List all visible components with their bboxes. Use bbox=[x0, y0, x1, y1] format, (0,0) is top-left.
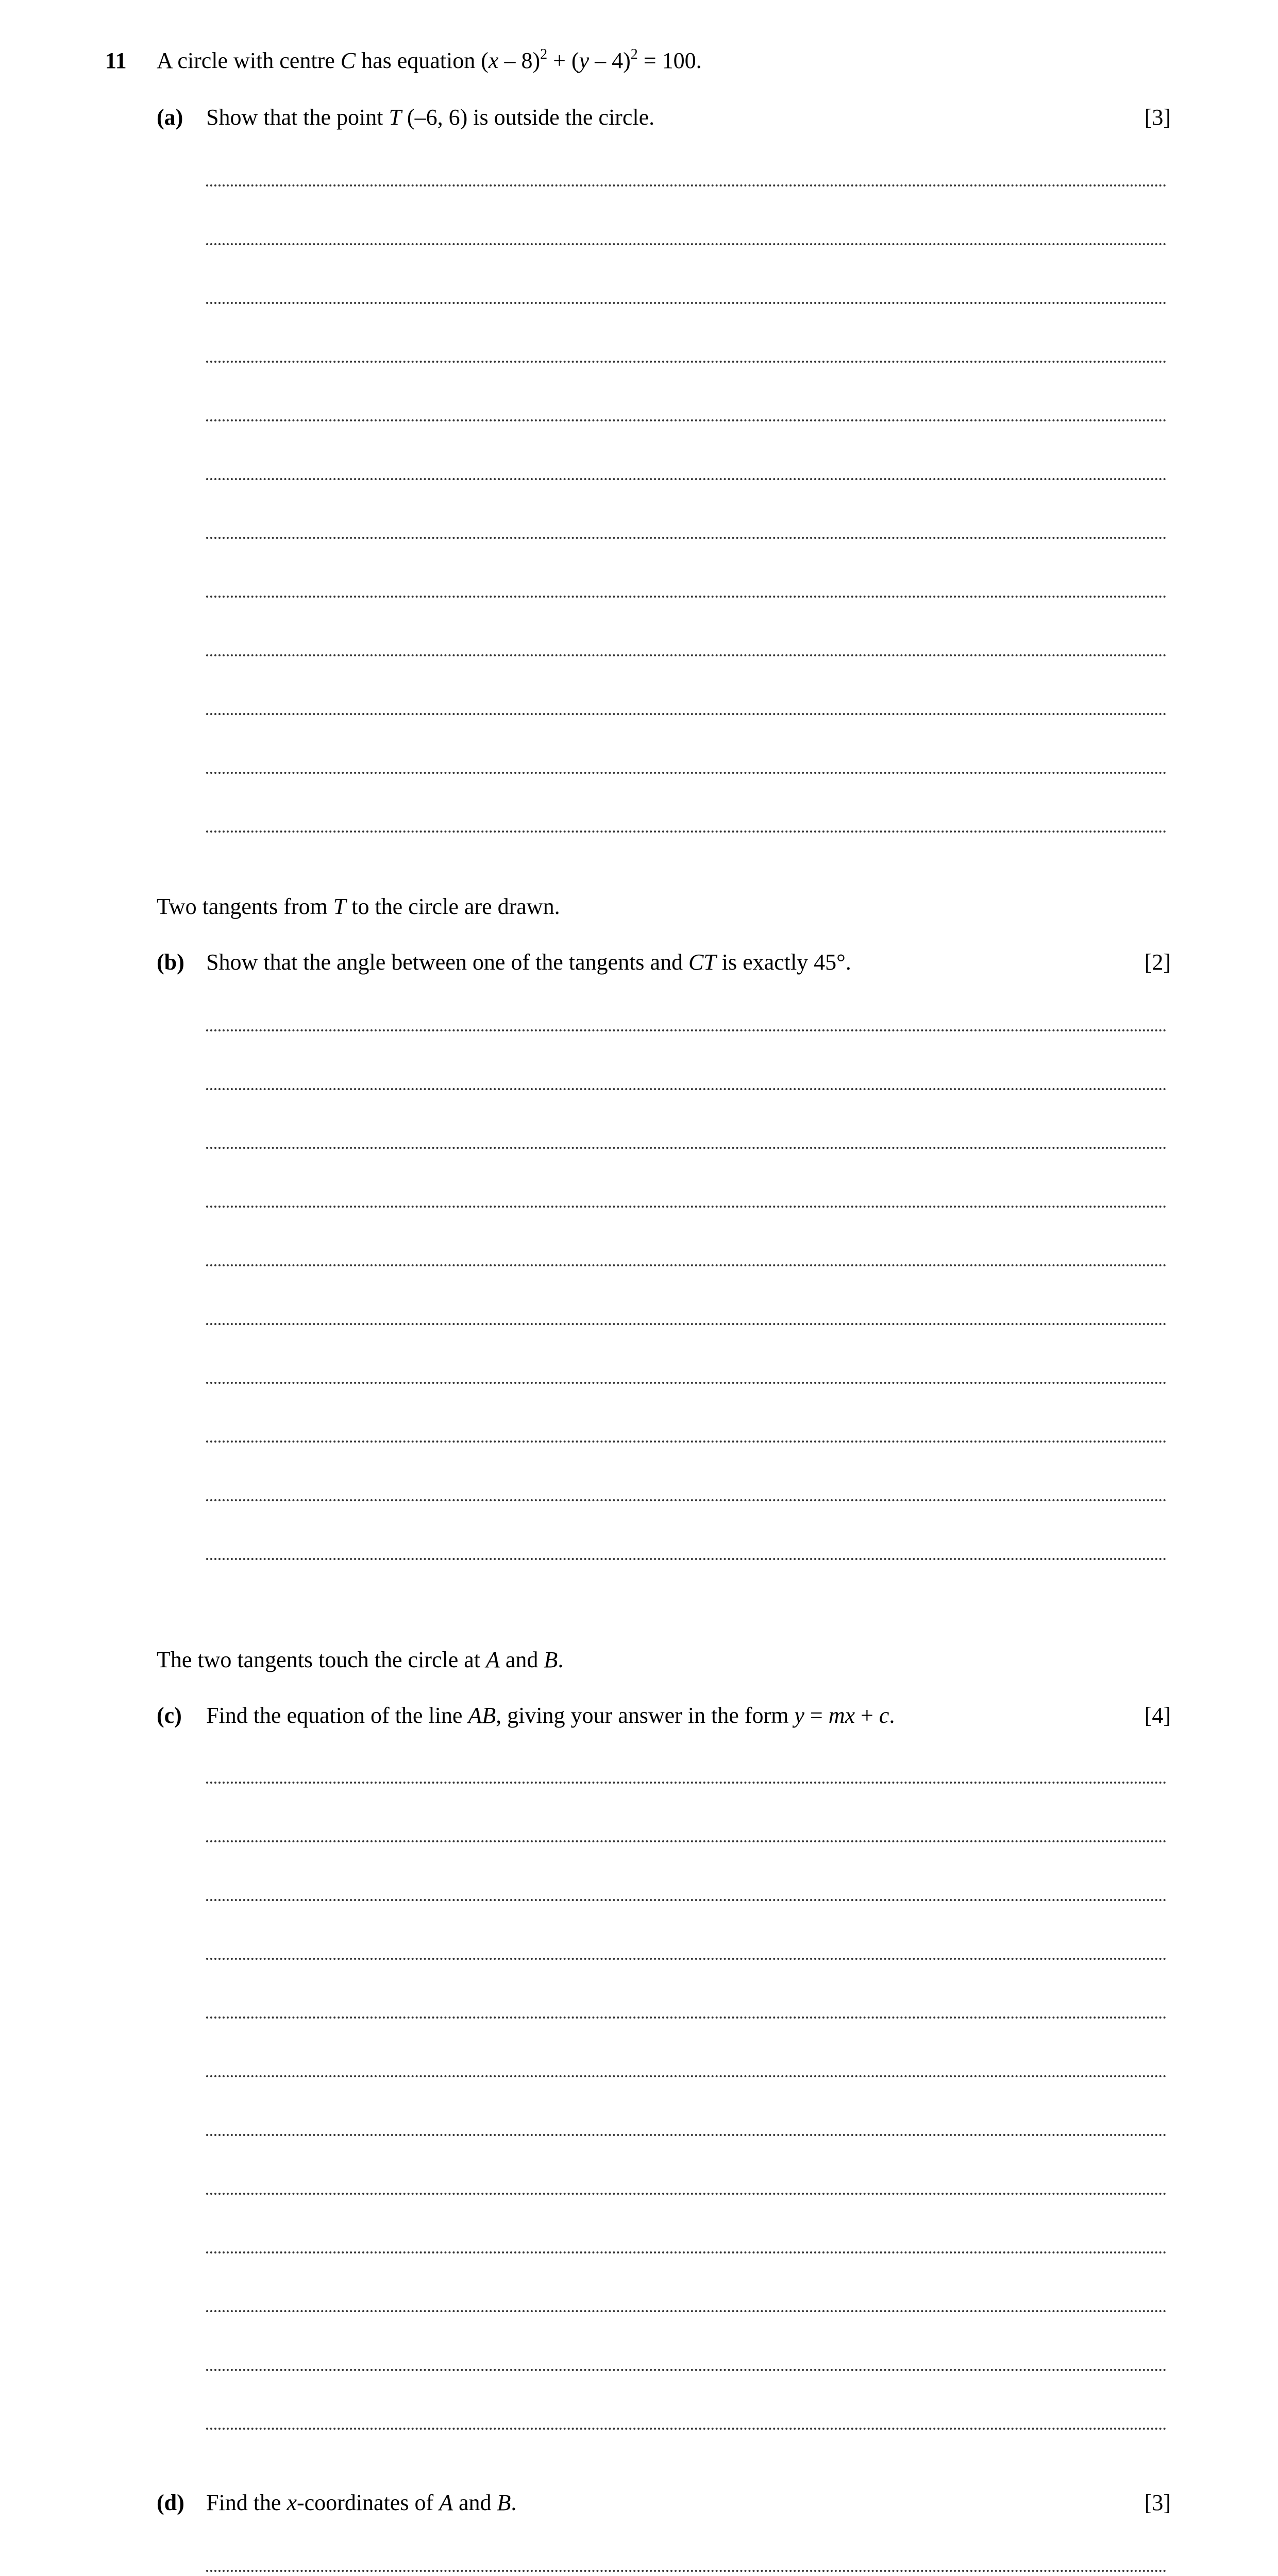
part-c-label: (c) bbox=[157, 1703, 182, 1728]
part-c-intro bbox=[157, 1649, 563, 1671]
part-d-marks: [3] bbox=[1144, 2490, 1171, 2515]
question-number: 11 bbox=[105, 48, 127, 73]
answer-line[interactable] bbox=[206, 1899, 1167, 1901]
prompt-var: x bbox=[287, 2490, 297, 2515]
stem-var-y: y bbox=[579, 48, 590, 73]
prompt-var: T bbox=[389, 105, 401, 130]
prompt-text: is exactly 45°. bbox=[716, 950, 851, 975]
prompt-text: (–6, 6) is outside the circle. bbox=[401, 105, 655, 130]
prompt-text: . bbox=[511, 2490, 517, 2515]
prompt-text: . bbox=[889, 1703, 895, 1728]
answer-line[interactable] bbox=[206, 1088, 1167, 1090]
prompt-text: Find the bbox=[206, 2490, 287, 2515]
stem-text: + ( bbox=[547, 48, 579, 73]
stem-var-x: x bbox=[488, 48, 499, 73]
prompt-text: -coordinates of bbox=[296, 2490, 440, 2515]
answer-line[interactable] bbox=[206, 1840, 1167, 1842]
answer-line[interactable] bbox=[206, 1782, 1167, 1784]
part-b-label: (b) bbox=[157, 950, 184, 975]
prompt-var: c bbox=[879, 1703, 889, 1728]
stem-exponent: 2 bbox=[540, 46, 548, 62]
answer-line[interactable] bbox=[206, 2193, 1167, 2195]
intro-var: T bbox=[333, 894, 346, 919]
prompt-var: AB bbox=[468, 1703, 496, 1728]
answer-line[interactable] bbox=[206, 1382, 1167, 1384]
prompt-text: , giving your answer in the form bbox=[496, 1703, 795, 1728]
stem-var-c: C bbox=[340, 48, 356, 73]
stem-text: – 4) bbox=[589, 48, 631, 73]
answer-line[interactable] bbox=[206, 478, 1167, 480]
part-c-prompt bbox=[206, 1704, 895, 1727]
part-d-label: (d) bbox=[157, 2490, 184, 2515]
answer-line[interactable] bbox=[206, 2570, 1167, 2572]
answer-line[interactable] bbox=[206, 1558, 1167, 1560]
answer-line[interactable] bbox=[206, 2428, 1167, 2430]
answer-line[interactable] bbox=[206, 243, 1167, 245]
answer-line[interactable] bbox=[206, 1958, 1167, 1960]
stem-exponent: 2 bbox=[630, 46, 638, 62]
part-b-marks: [2] bbox=[1144, 950, 1171, 975]
answer-line[interactable] bbox=[206, 1264, 1167, 1266]
answer-line[interactable] bbox=[206, 772, 1167, 774]
prompt-text: Find the equation of the line bbox=[206, 1703, 468, 1728]
prompt-text: Show that the angle between one of the tangents and bbox=[206, 950, 688, 975]
prompt-text: and bbox=[453, 2490, 497, 2515]
part-a-prompt bbox=[206, 106, 654, 129]
part-a-marks: [3] bbox=[1144, 105, 1171, 130]
stem-text: – 8) bbox=[498, 48, 541, 73]
answer-line[interactable] bbox=[206, 419, 1167, 421]
part-b-intro bbox=[157, 895, 560, 918]
answer-line[interactable] bbox=[206, 2369, 1167, 2371]
intro-var: B bbox=[544, 1647, 558, 1672]
prompt-text: = bbox=[804, 1703, 829, 1728]
intro-var: A bbox=[486, 1647, 500, 1672]
prompt-var: y bbox=[794, 1703, 804, 1728]
answer-line[interactable] bbox=[206, 1029, 1167, 1031]
answer-line[interactable] bbox=[206, 713, 1167, 715]
part-b-prompt bbox=[206, 951, 851, 974]
answer-line[interactable] bbox=[206, 361, 1167, 363]
answer-line[interactable] bbox=[206, 596, 1167, 598]
intro-text: Two tangents from bbox=[157, 894, 333, 919]
part-c-marks: [4] bbox=[1144, 1703, 1171, 1728]
answer-line[interactable] bbox=[206, 1147, 1167, 1149]
answer-line[interactable] bbox=[206, 2310, 1167, 2312]
answer-line[interactable] bbox=[206, 302, 1167, 304]
answer-line[interactable] bbox=[206, 2075, 1167, 2077]
intro-text: and bbox=[499, 1647, 544, 1672]
answer-line[interactable] bbox=[206, 2251, 1167, 2253]
answer-line[interactable] bbox=[206, 1440, 1167, 1443]
answer-line[interactable] bbox=[206, 1323, 1167, 1325]
part-d-prompt bbox=[206, 2492, 516, 2514]
answer-line[interactable] bbox=[206, 184, 1167, 187]
answer-line[interactable] bbox=[206, 831, 1167, 833]
intro-text: . bbox=[558, 1647, 564, 1672]
prompt-var: CT bbox=[688, 950, 716, 975]
question-stem bbox=[157, 46, 702, 73]
intro-text: to the circle are drawn. bbox=[346, 894, 560, 919]
stem-text: = 100. bbox=[637, 48, 702, 73]
answer-line[interactable] bbox=[206, 2134, 1167, 2136]
prompt-text: + bbox=[855, 1703, 879, 1728]
intro-text: The two tangents touch the circle at bbox=[157, 1647, 486, 1672]
prompt-var: B bbox=[497, 2490, 511, 2515]
prompt-var: A bbox=[439, 2490, 453, 2515]
stem-text: has equation ( bbox=[356, 48, 489, 73]
part-a-label: (a) bbox=[157, 105, 183, 130]
answer-line[interactable] bbox=[206, 1206, 1167, 1208]
answer-line[interactable] bbox=[206, 537, 1167, 539]
stem-text: A circle with centre bbox=[157, 48, 341, 73]
answer-line[interactable] bbox=[206, 2016, 1167, 2019]
answer-line[interactable] bbox=[206, 1499, 1167, 1501]
answer-line[interactable] bbox=[206, 654, 1167, 656]
prompt-var: mx bbox=[828, 1703, 855, 1728]
prompt-text: Show that the point bbox=[206, 105, 389, 130]
